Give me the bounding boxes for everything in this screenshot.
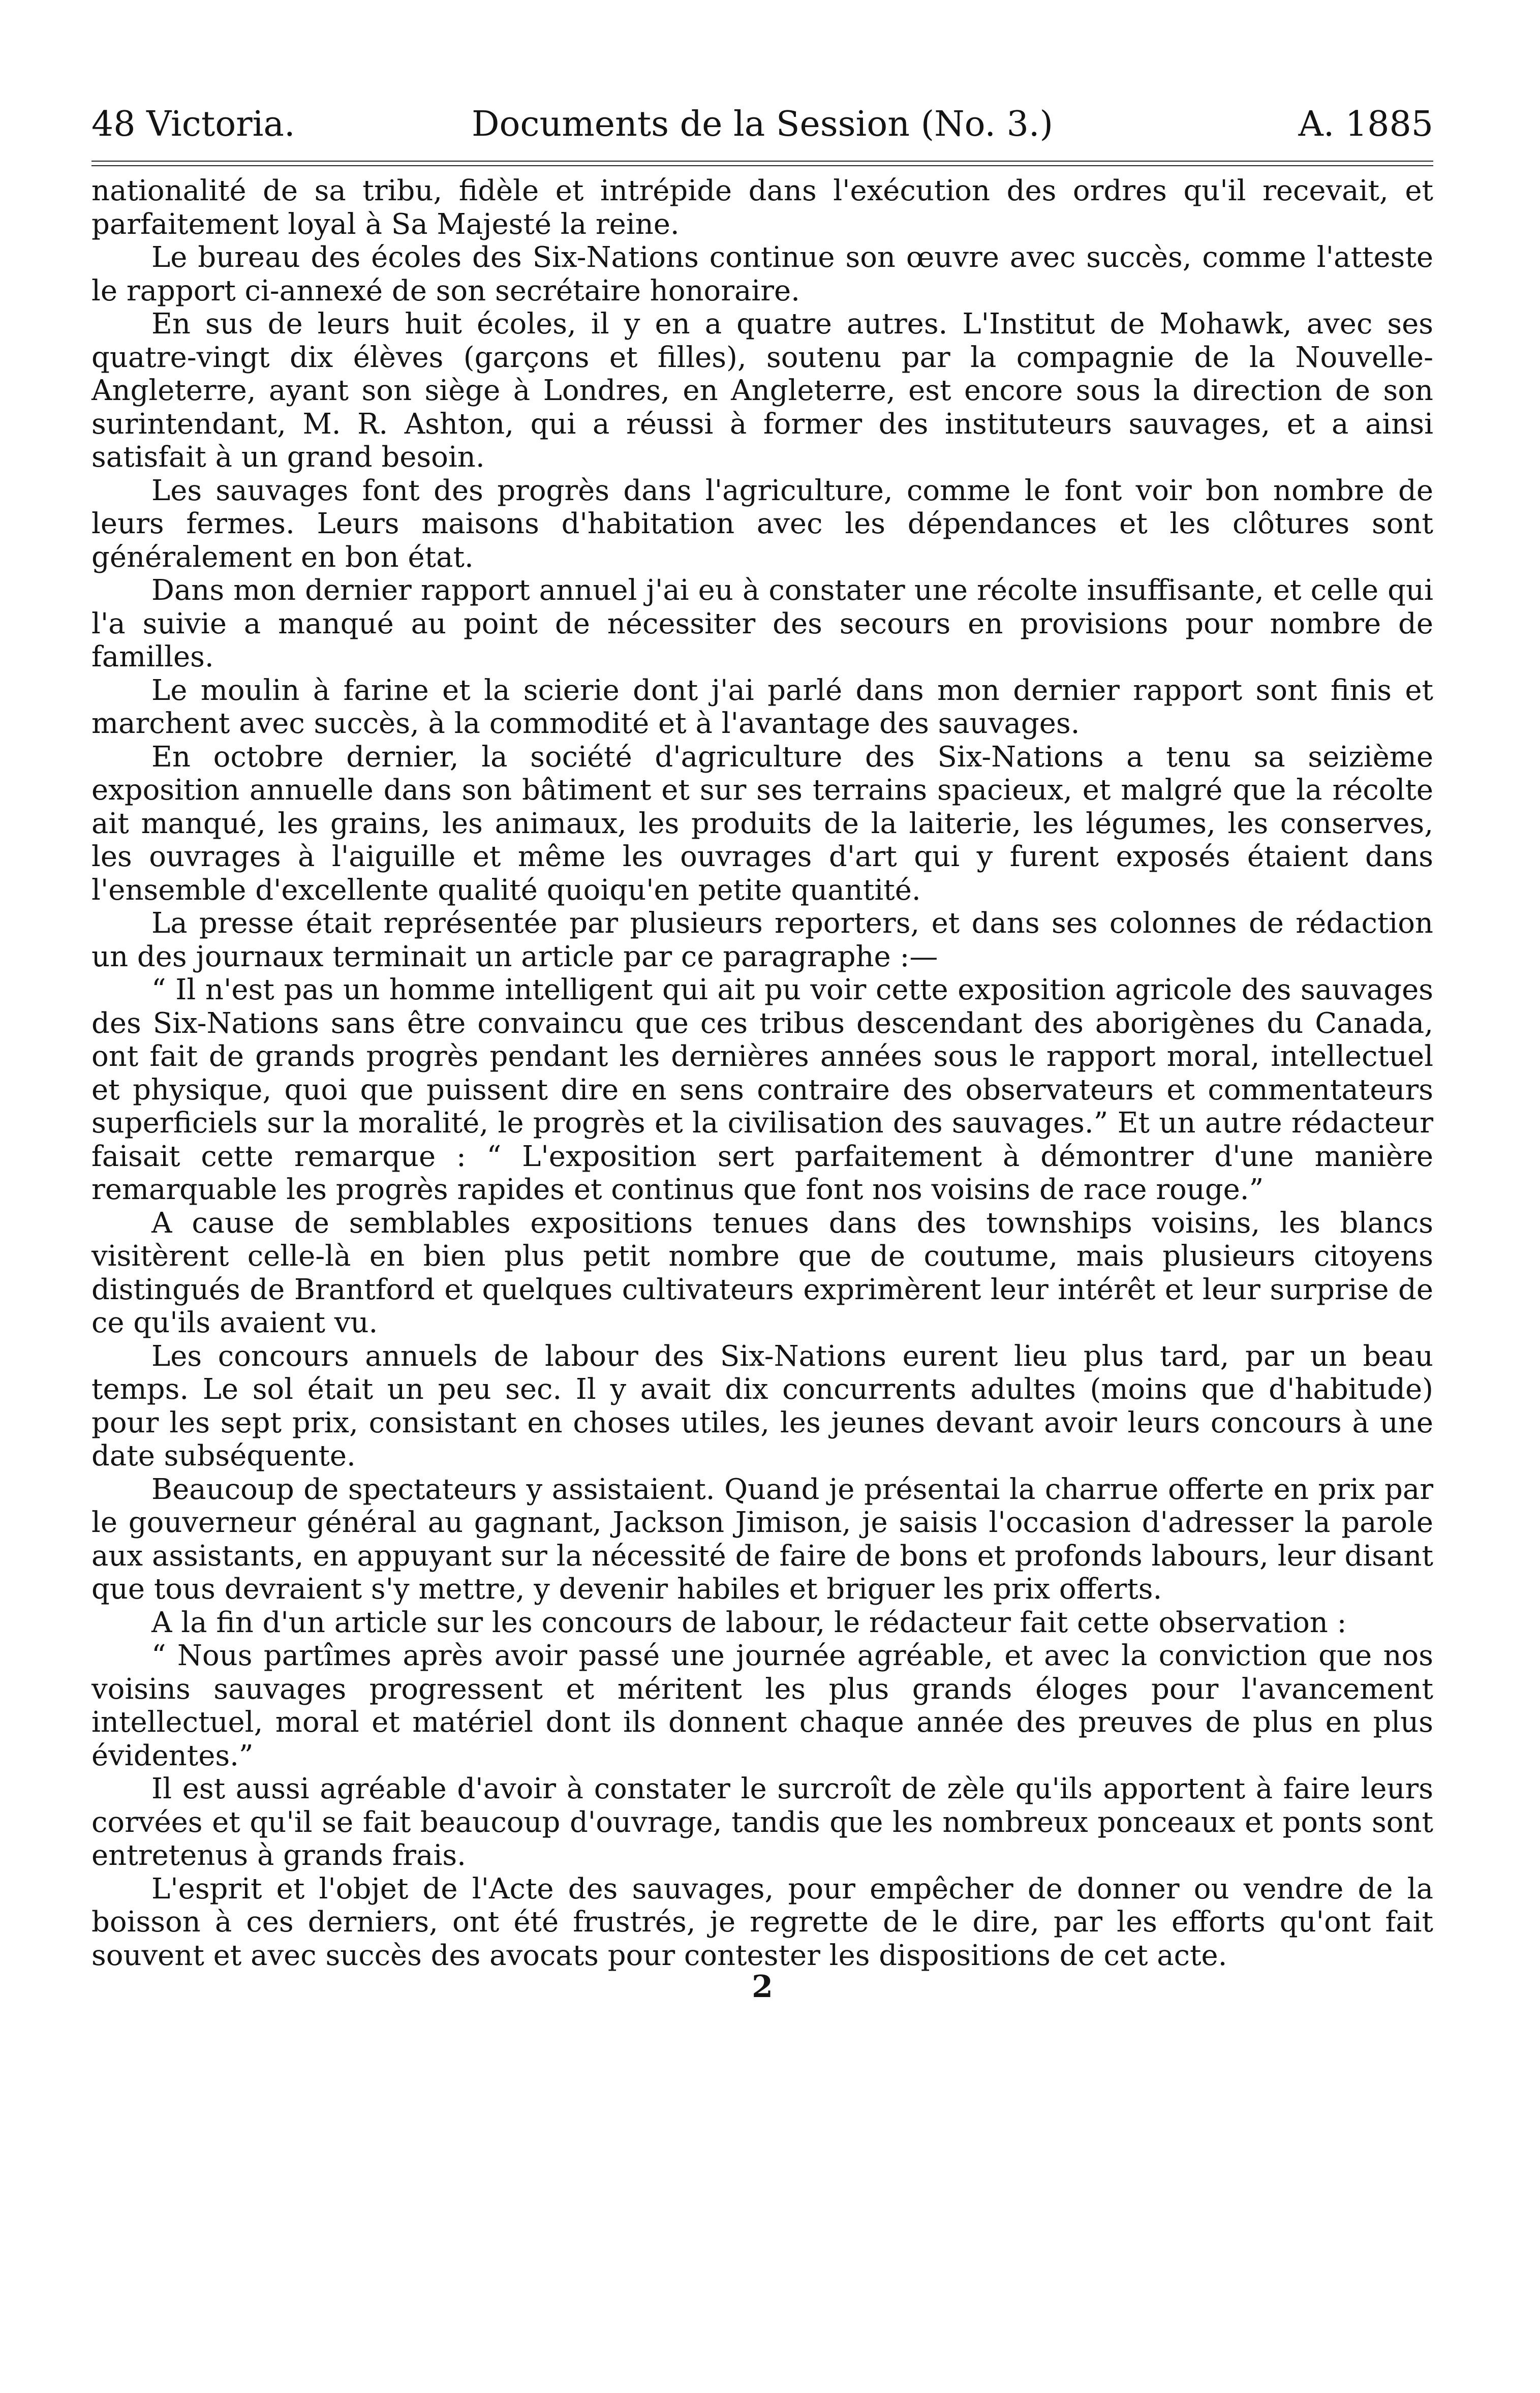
paragraph: En sus de leurs huit écoles, il y en a quatre autres. L'Institut de Mohawk, avec ses quatre-vingt dix élèves (garçons et filles), soutenu par la compagnie de la Nouvelle-Angleterre, ayant son siège à Londres, en Angleterre, est encore sous la direction de son surintendant, M. R. Ashton, qui a réussi à former des instituteurs sauvages, et a ainsi satisfait à un grand besoin. — [91, 308, 1433, 474]
header-title: Documents de la Session (No. 3.) — [471, 104, 1054, 144]
paragraph: En octobre dernier, la société d'agriculture des Six-Nations a tenu sa seizième exposition annuelle dans son bâtiment et sur ses terrains spacieux, et malgré que la récolte ait manqué, les grains, les animaux, les produits de la laiterie, les légumes, les conserves, les ouvrages à l'aiguille et même les ouvrages d'art qui y furent exposés étaient dans l'ensemble d'excellente qualité quoiqu'en petite quantité. — [91, 740, 1433, 907]
paragraph: A cause de semblables expositions tenues dans des townships voisins, les blancs visitèrent celle-là en bien plus petit nombre que de coutume, mais plusieurs citoyens distingués de Brantford et quelques cultivateurs exprimèrent leur intérêt et leur surprise de ce qu'ils avaient vu. — [91, 1206, 1433, 1339]
paragraph: Il est aussi agréable d'avoir à constater le surcroît de zèle qu'ils apportent à faire leurs corvées et qu'il se fait beaucoup d'ouvrage, tandis que les nombreux ponceaux et ponts sont entretenus à grands frais. — [91, 1772, 1433, 1872]
paragraph: Les sauvages font des progrès dans l'agriculture, comme le font voir bon nombre de leurs fermes. Leurs maisons d'habitation avec les dépendances et les clôtures sont généralement en bon état. — [91, 474, 1433, 574]
header-double-rule — [91, 161, 1433, 166]
header-year: A. 1885 — [1298, 104, 1433, 144]
document-page — [91, 97, 1433, 2005]
header-volume: 48 Victoria. — [91, 104, 295, 144]
paragraph-continuation: nationalité de sa tribu, fidèle et intrépide dans l'exécution des ordres qu'il recevait, et parfaitement loyal à Sa Majesté la reine. — [91, 174, 1433, 241]
paragraph: La presse était représentée par plusieurs reporters, et dans ses colonnes de rédaction un des journaux terminait un article par ce paragraphe :— — [91, 907, 1433, 973]
paragraph: Beaucoup de spectateurs y assistaient. Quand je présentai la charrue offerte en prix par le gouverneur général au gagnant, Jackson Jimison, je saisis l'occasion d'adresser la parole aux assistants, en appuyant sur la nécessité de faire de bons et profonds labours, leur disant que tous devraient s'y mettre, y devenir habiles et briguer les prix offerts. — [91, 1472, 1433, 1606]
quoted-paragraph: “ Il n'est pas un homme intelligent qui ait pu voir cette exposition agricole des sauvages des Six-Nations sans être convaincu que ces tribus descendant des aborigènes du Canada, ont fait de grands progrès pendant les dernières années sous le rapport moral, intellectuel et physique, quoi que puissent dire en sens contraire des observateurs et commentateurs superficiels sur la moralité, le progrès et la civilisation des sauvages.” Et un autre rédacteur faisait cette remarque : “ L'exposition sert parfaitement à démontrer d'une manière remarquable les progrès rapides et continus que font nos voisins de race rouge.” — [91, 973, 1433, 1206]
quoted-paragraph: “ Nous partîmes après avoir passé une journée agréable, et avec la conviction que nos voisins sauvages progressent et méritent les plus grands éloges pour l'avancement intellectuel, moral et matériel dont ils donnent chaque année des preuves de plus en plus évidentes.” — [91, 1639, 1433, 1772]
page-number: 2 — [752, 1969, 773, 2005]
paragraph: Les concours annuels de labour des Six-Nations eurent lieu plus tard, par un beau temps. Le sol était un peu sec. Il y avait dix concurrents adultes (moins que d'habitude) pour les sept prix, consistant en choses utiles, les jeunes devant avoir leurs concours à une date subséquente. — [91, 1339, 1433, 1472]
body-text — [91, 174, 1433, 1972]
paragraph: Dans mon dernier rapport annuel j'ai eu à constater une récolte insuffisante, et celle qui l'a suivie a manqué au point de nécessiter des secours en provisions pour nombre de familles. — [91, 574, 1433, 673]
paragraph: L'esprit et l'objet de l'Acte des sauvages, pour empêcher de donner ou vendre de la boisson à ces derniers, ont été frustrés, je regrette de le dire, par les efforts qu'ont fait souvent et avec succès des avocats pour contester les dispositions de cet acte. — [91, 1872, 1433, 1972]
paragraph: Le moulin à farine et la scierie dont j'ai parlé dans mon dernier rapport sont finis et marchent avec succès, à la commodité et à l'avantage des sauvages. — [91, 673, 1433, 740]
paragraph: Le bureau des écoles des Six-Nations continue son œuvre avec succès, comme l'atteste le rapport ci-annexé de son secrétaire honoraire. — [91, 241, 1433, 308]
paragraph: A la fin d'un article sur les concours de labour, le rédacteur fait cette observation : — [151, 1606, 1347, 1639]
running-header — [91, 97, 1433, 152]
